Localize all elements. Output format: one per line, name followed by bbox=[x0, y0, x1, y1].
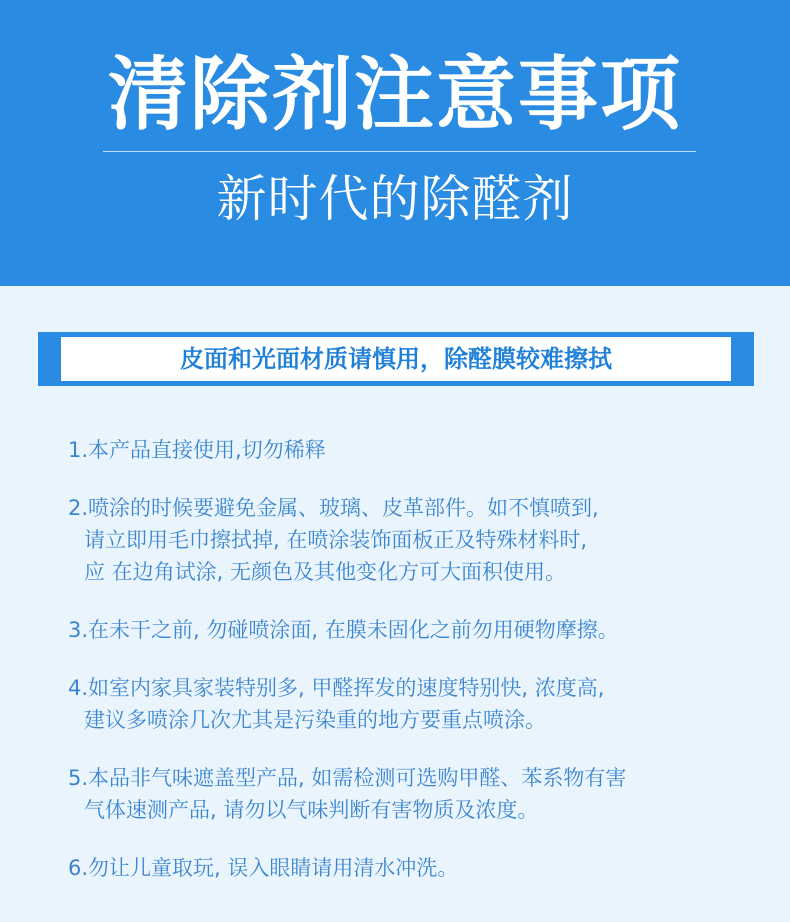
list-item-5 bbox=[68, 762, 768, 826]
page-title: 清除剂注意事项 bbox=[108, 48, 682, 141]
list-item-line: 2.喷涂的时候要避免金属、玻璃、皮革部件。如不慎喷到, bbox=[68, 496, 599, 520]
list-item-2 bbox=[68, 492, 768, 588]
list-item-line: 请立即用毛巾擦拭掉, 在喷涂装饰面板正及特殊材料时, bbox=[84, 528, 588, 552]
notice-banner bbox=[38, 332, 754, 386]
list-item-line: 1.本产品直接使用,切勿稀释 bbox=[68, 438, 326, 462]
notice-text: 皮面和光面材质请慎用，除醛膜较难擦拭 bbox=[61, 337, 731, 381]
page-subtitle: 新时代的除醛剂 bbox=[216, 170, 574, 228]
list-item-line: 应 在边角试涂, 无颜色及其他变化方可大面积使用。 bbox=[84, 560, 567, 584]
list-item-4 bbox=[68, 672, 768, 736]
list-item-line: 气体速测产品, 请勿以气味判断有害物质及浓度。 bbox=[84, 798, 539, 822]
list-item-3 bbox=[68, 614, 768, 646]
list-item-line: 6.勿让儿童取玩, 误入眼睛请用清水冲洗。 bbox=[68, 856, 459, 880]
list-item-6 bbox=[68, 852, 768, 884]
header-banner bbox=[0, 0, 790, 286]
list-item-line: 3.在未干之前, 勿碰喷涂面, 在膜未固化之前勿用硬物摩擦。 bbox=[68, 618, 619, 642]
list-item-line: 4.如室内家具家装特别多, 甲醛挥发的速度特别快, 浓度高, bbox=[68, 676, 605, 700]
list-item-1 bbox=[68, 434, 768, 466]
precautions-list bbox=[68, 434, 768, 910]
list-item-line: 5.本品非气味遮盖型产品, 如需检测可选购甲醛、苯系物有害 bbox=[68, 766, 627, 790]
header-divider bbox=[103, 151, 696, 152]
list-item-line: 建议多喷涂几次尤其是污染重的地方要重点喷涂。 bbox=[84, 708, 546, 732]
